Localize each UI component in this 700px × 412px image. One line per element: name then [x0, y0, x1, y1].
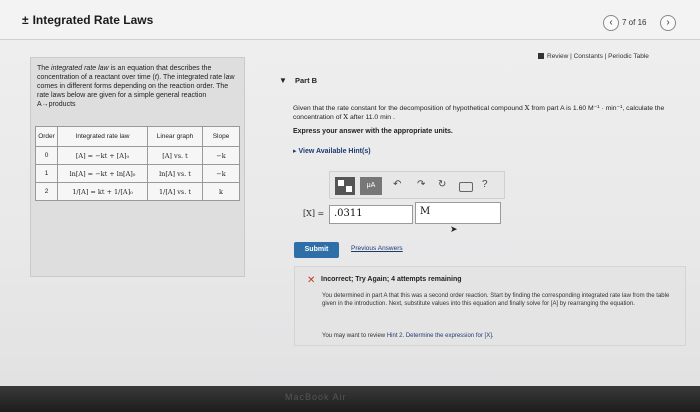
- column-header: Slope: [203, 127, 240, 147]
- page-title-text: Integrated Rate Laws: [32, 13, 154, 27]
- column-header: Order: [36, 127, 58, 147]
- template-icon[interactable]: [335, 177, 355, 195]
- answer-label: [X] =: [303, 209, 325, 218]
- resource-links[interactable]: [538, 53, 649, 60]
- feedback-title: Incorrect; Try Again; 4 attempts remaining: [321, 276, 462, 283]
- table-cell: 2: [36, 183, 58, 201]
- resource-links-text[interactable]: Review | Constants | Periodic Table: [547, 53, 649, 60]
- table-cell: 1: [36, 165, 58, 183]
- submit-button[interactable]: Submit: [294, 242, 339, 258]
- help-icon[interactable]: ?: [482, 179, 488, 190]
- redo-icon[interactable]: ↷: [417, 179, 426, 190]
- part-label[interactable]: Part B: [295, 76, 318, 85]
- incorrect-icon: ✕: [307, 275, 316, 286]
- compound-symbol: X: [343, 113, 349, 121]
- answer-unit-input[interactable]: M: [415, 202, 501, 224]
- collapse-arrow-icon[interactable]: ▼: [279, 76, 287, 85]
- table-cell: k: [203, 183, 240, 201]
- feedback-review-text: You may want to review: [322, 333, 387, 339]
- page-counter: 7 of 16: [622, 18, 647, 27]
- previous-answers-link[interactable]: Previous Answers: [351, 245, 403, 252]
- question-part: Given that the rate constant for the decomposition of hypothetical compound: [293, 105, 525, 112]
- keyboard-icon[interactable]: [459, 182, 473, 192]
- table-header-row: [36, 127, 240, 147]
- table-cell: 1/[A] vs. t: [148, 183, 203, 201]
- table-row: [36, 183, 240, 201]
- table-cell: ln[A] vs. t: [148, 165, 203, 183]
- question-text: [293, 104, 683, 122]
- undo-icon[interactable]: ↶: [393, 179, 402, 190]
- question-part: from part A is 1.60 M⁻¹ · min⁻¹, calculate the concentration of: [293, 105, 665, 121]
- mouse-cursor-icon: ➤: [450, 224, 458, 234]
- table-cell: 1/[A] = kt + 1/[A]₀: [58, 183, 148, 201]
- intro-variable: t: [154, 74, 157, 81]
- table-row: [36, 147, 240, 165]
- table-row: [36, 165, 240, 183]
- rate-law-table: [35, 126, 240, 201]
- table-cell: ln[A] = −kt + ln[A]₀: [58, 165, 148, 183]
- feedback-body: You determined in part A that this was a second order reaction. Start by finding the corresponding integrated rate law from the table given in the introduction. Next, substitute values into this equation and finally solve for [A] by rearranging the equation.: [322, 293, 670, 307]
- answer-value-input[interactable]: .0311: [329, 205, 413, 224]
- table-cell: −k: [203, 147, 240, 165]
- view-hints-link[interactable]: ▸ View Available Hint(s): [293, 148, 371, 155]
- previous-item-button[interactable]: ‹: [603, 15, 619, 31]
- compound-symbol: X: [524, 104, 530, 112]
- table-cell: −k: [203, 165, 240, 183]
- reset-icon[interactable]: ↻: [438, 179, 447, 190]
- math-toolbar: [329, 171, 505, 199]
- question-part: after 11.0 min .: [348, 114, 395, 121]
- bezel-label: MacBook Air: [285, 392, 347, 402]
- table-cell: [A] = −kt + [A]₀: [58, 147, 148, 165]
- header-bar: [0, 0, 700, 40]
- review-icon: [538, 53, 544, 59]
- table-cell: 0: [36, 147, 58, 165]
- column-header: Integrated rate law: [58, 127, 148, 147]
- view-hints-label[interactable]: View Available Hint(s): [298, 148, 371, 155]
- next-item-button[interactable]: ›: [660, 15, 676, 31]
- introduction-text: [37, 64, 242, 109]
- units-button[interactable]: μA: [360, 177, 382, 195]
- laptop-bezel: [0, 386, 700, 412]
- intro-term: integrated rate law: [51, 65, 109, 72]
- expand-toggle-icon[interactable]: ±: [22, 13, 29, 27]
- intro-text-part: is an equation that describes the concentration of a reactant over time (: [37, 65, 212, 81]
- answer-instruction: Express your answer with the appropriate units.: [293, 128, 453, 135]
- column-header: Linear graph: [148, 127, 203, 147]
- feedback-panel: [294, 266, 686, 346]
- feedback-review: [322, 333, 494, 339]
- hint-link[interactable]: Hint 2. Determine the expression for [X].: [386, 333, 494, 339]
- page-title: [22, 13, 153, 27]
- table-cell: [A] vs. t: [148, 147, 203, 165]
- intro-text-part: The: [37, 65, 52, 72]
- intro-text-part: ). The integrated rate law comes in different forms depending on the reaction order. The rate laws below are given for a simple general reaction A→products: [37, 74, 235, 108]
